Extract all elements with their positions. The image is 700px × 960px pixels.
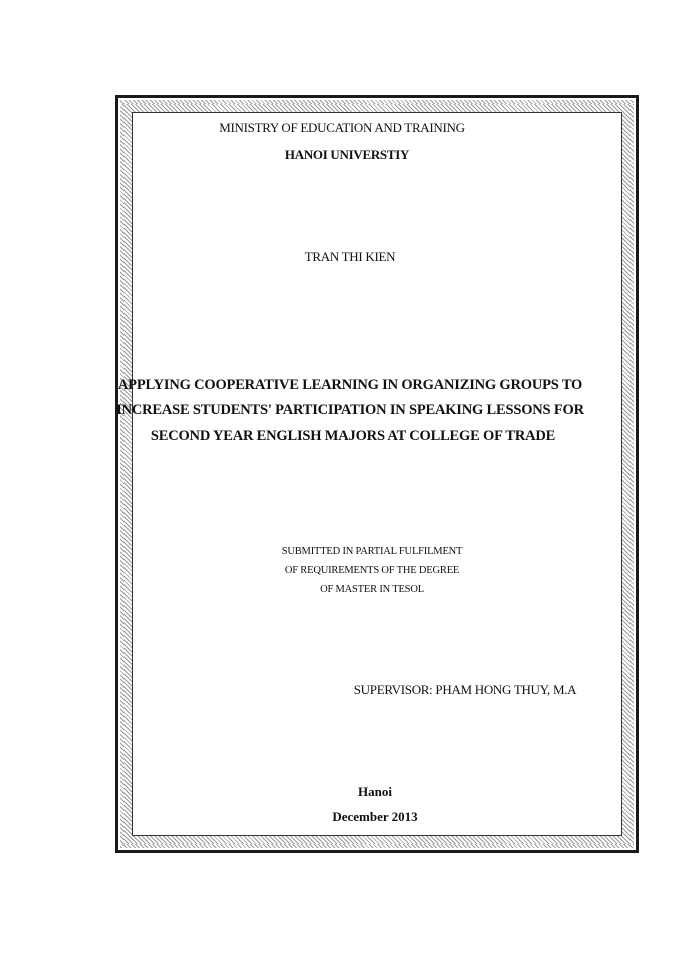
submission-line-3: OF MASTER IN TESOL (320, 584, 424, 595)
page-content-area (132, 112, 622, 836)
submission-line-1: SUBMITTED IN PARTIAL FULFILMENT (281, 546, 463, 557)
university-heading: HANOI UNIVERSTIY (284, 147, 410, 162)
thesis-title-line-1: APPLYING COOPERATIVE LEARNING IN ORGANIZING GROUPS TO (117, 377, 583, 393)
place: Hanoi (358, 784, 392, 799)
date: December 2013 (332, 809, 418, 824)
author-name: TRAN THI KIEN (304, 249, 396, 264)
supervisor-line: SUPERVISOR: PHAM HONG THUY, M.A (353, 682, 577, 697)
page-border (115, 95, 639, 853)
ministry-heading: MINISTRY OF EDUCATION AND TRAINING (219, 120, 465, 135)
submission-line-2: OF REQUIREMENTS OF THE DEGREE (284, 565, 460, 576)
thesis-title-line-3: SECOND YEAR ENGLISH MAJORS AT COLLEGE OF TRADE (150, 428, 556, 444)
border-hatch (120, 100, 634, 848)
thesis-title-line-2: INCREASE STUDENTS' PARTICIPATION IN SPEAKING LESSONS FOR (116, 402, 584, 418)
